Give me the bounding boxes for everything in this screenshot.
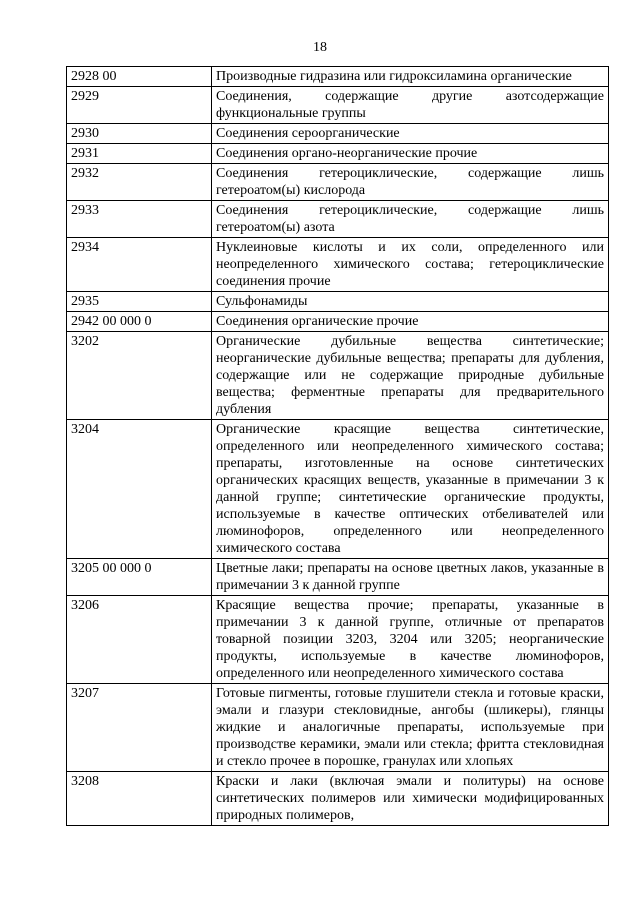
- code-cell: 2932: [67, 164, 212, 201]
- description-cell: Органические дубильные вещества синтетические; неорганические дубильные вещества; препараты для дубления, содержащие или не содержащие природные дубильные вещества; ферментные препараты для предварительного дубления: [212, 332, 609, 420]
- code-cell: 3207: [67, 684, 212, 772]
- table-row: [67, 312, 609, 332]
- code-cell: 3206: [67, 596, 212, 684]
- table-row: [67, 420, 609, 559]
- code-cell: 3208: [67, 772, 212, 826]
- code-cell: 3202: [67, 332, 212, 420]
- table-row: [67, 144, 609, 164]
- table-row: [67, 292, 609, 312]
- table-row: [67, 201, 609, 238]
- description-cell: Красящие вещества прочие; препараты, указанные в примечании 3 к данной группе, отличные от препаратов товарной позиции 3203, 3204 или 3205; неорганические продукты, используемые в качестве люминофоров, определенного или неопределенного химического состава: [212, 596, 609, 684]
- table-row: [67, 238, 609, 292]
- code-cell: 2934: [67, 238, 212, 292]
- code-cell: 2935: [67, 292, 212, 312]
- description-cell: Краски и лаки (включая эмали и политуры) на основе синтетических полимеров или химически модифицированных природных полимеров,: [212, 772, 609, 826]
- description-cell: Соединения гетероциклические, содержащие лишь гетероатом(ы) кислорода: [212, 164, 609, 201]
- description-cell: Соединения сероорганические: [212, 124, 609, 144]
- description-cell: Соединения органические прочие: [212, 312, 609, 332]
- table-row: [67, 87, 609, 124]
- description-cell: Соединения, содержащие другие азотсодержащие функциональные группы: [212, 87, 609, 124]
- table-row: [67, 67, 609, 87]
- description-cell: Производные гидразина или гидроксиламина органические: [212, 67, 609, 87]
- table-row: [67, 596, 609, 684]
- code-cell: 2933: [67, 201, 212, 238]
- code-cell: 2942 00 000 0: [67, 312, 212, 332]
- code-cell: 2928 00: [67, 67, 212, 87]
- table-row: [67, 684, 609, 772]
- commodity-code-table: [66, 66, 609, 826]
- description-cell: Органические красящие вещества синтетические, определенного или неопределенного химического состава; препараты, изготовленные на основе синтетических органических красящих веществ, указанные в примечании 3 к данной группе; синтетические органические продукты, используемые в качестве оптических отбеливателей или люминофоров, определенного или неопределенного химического состава: [212, 420, 609, 559]
- description-cell: Сульфонамиды: [212, 292, 609, 312]
- code-cell: 3204: [67, 420, 212, 559]
- table-row: [67, 559, 609, 596]
- code-cell: 2929: [67, 87, 212, 124]
- code-cell: 3205 00 000 0: [67, 559, 212, 596]
- description-cell: Цветные лаки; препараты на основе цветных лаков, указанные в примечании 3 к данной группе: [212, 559, 609, 596]
- table-row: [67, 164, 609, 201]
- description-cell: Соединения органо-неорганические прочие: [212, 144, 609, 164]
- table-body: [67, 67, 609, 826]
- page-number: 18: [313, 40, 327, 55]
- code-cell: 2931: [67, 144, 212, 164]
- code-cell: 2930: [67, 124, 212, 144]
- description-cell: Соединения гетероциклические, содержащие лишь гетероатом(ы) азота: [212, 201, 609, 238]
- table-row: [67, 332, 609, 420]
- description-cell: Нуклеиновые кислоты и их соли, определенного или неопределенного химического состава; гетероциклические соединения прочие: [212, 238, 609, 292]
- table-row: [67, 772, 609, 826]
- table-row: [67, 124, 609, 144]
- description-cell: Готовые пигменты, готовые глушители стекла и готовые краски, эмали и глазури стекловидные, ангобы (шликеры), глянцы жидкие и аналогичные препараты, используемые при производстве керамики, эмали или стекла; фритта стекловидная и стекло прочее в порошке, гранулах или хлопьях: [212, 684, 609, 772]
